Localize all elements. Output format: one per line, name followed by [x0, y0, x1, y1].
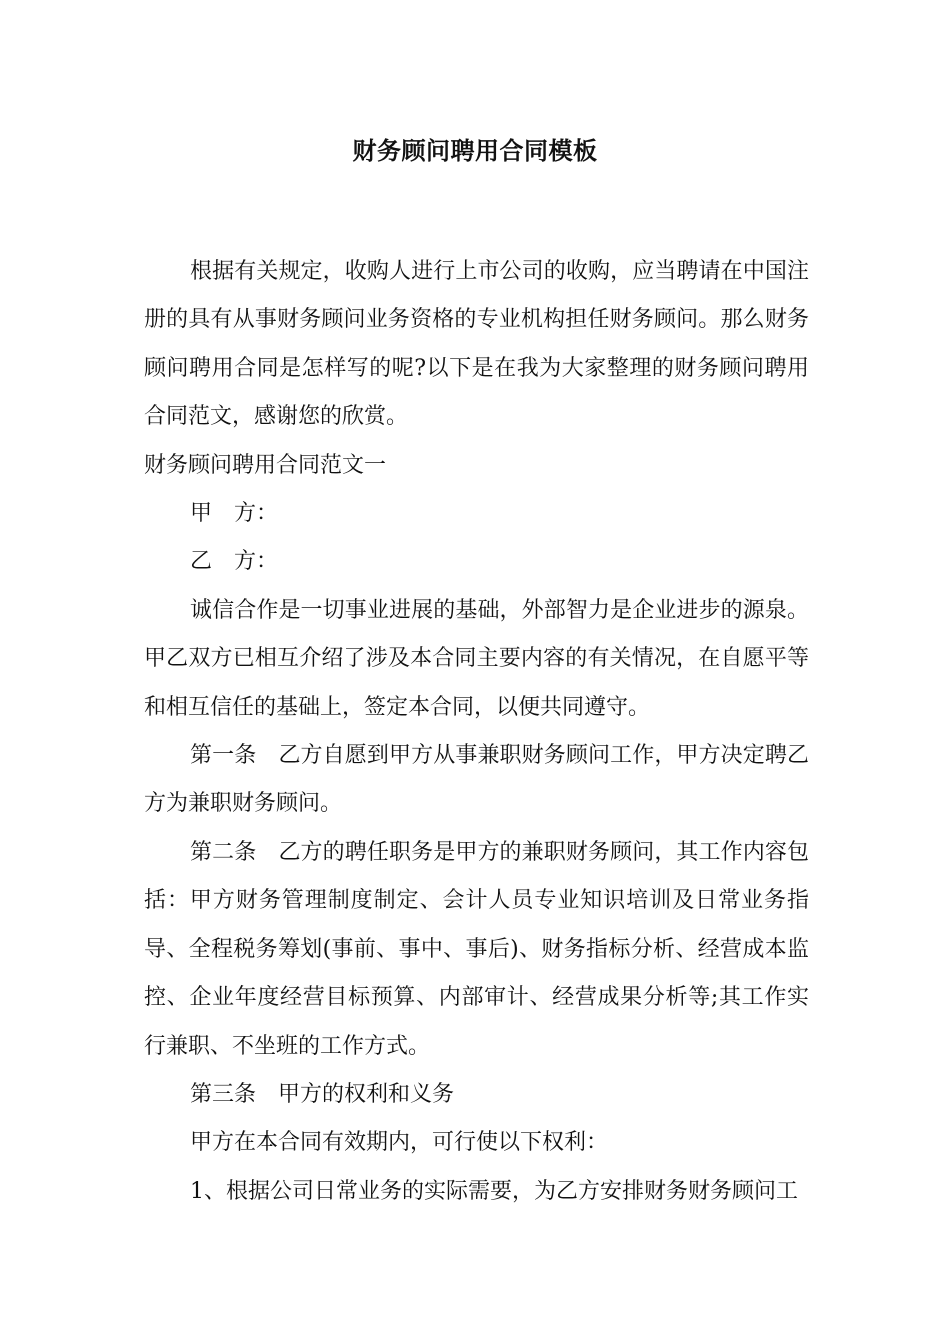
- party-b-line: 乙 方：: [190, 549, 279, 575]
- document-body: [144, 248, 809, 1216]
- intro-paragraph: 根据有关规定，收购人进行上市公司的收购，应当聘请在中国注册的具有从事财务顾问业务资格的专业机构担任财务顾问。那么财务顾问聘用合同是怎样写的呢?以下是在我为大家整理的财务顾问聘用合同范文，感谢您的欣赏。: [144, 259, 809, 430]
- party-a-line: 甲 方：: [190, 501, 279, 527]
- article-3-rights-intro: 甲方在本合同有效期内，可行使以下权利：: [190, 1130, 609, 1156]
- preamble-paragraph: 诚信合作是一切事业进展的基础，外部智力是企业进步的源泉。甲乙双方已相互介绍了涉及本合同主要内容的有关情况，在自愿平等和相互信任的基础上，签定本合同，以便共同遵守。: [144, 597, 809, 720]
- article-3-heading: 第三条 甲方的权利和义务: [190, 1081, 455, 1107]
- article-3-item-1: 1、根据公司日常业务的实际需要，为乙方安排财务财务顾问工: [190, 1178, 798, 1204]
- article-2-paragraph: 第二条 乙方的聘任职务是甲方的兼职财务顾问，其工作内容包括：甲方财务管理制度制定、会计人员专业知识培训及日常业务指导、全程税务筹划(事前、事中、事后)、财务指标分析、经营成本监控、企业年度经营目标预算、内部审计、经营成果分析等;其工作实行兼职、不坐班的工作方式。: [144, 839, 809, 1059]
- document-title: 财务顾问聘用合同模板: [352, 137, 598, 165]
- article-1-paragraph: 第一条 乙方自愿到甲方从事兼职财务顾问工作，甲方决定聘乙方为兼职财务顾问。: [144, 743, 809, 817]
- sample-heading: 财务顾问聘用合同范文一: [144, 452, 387, 478]
